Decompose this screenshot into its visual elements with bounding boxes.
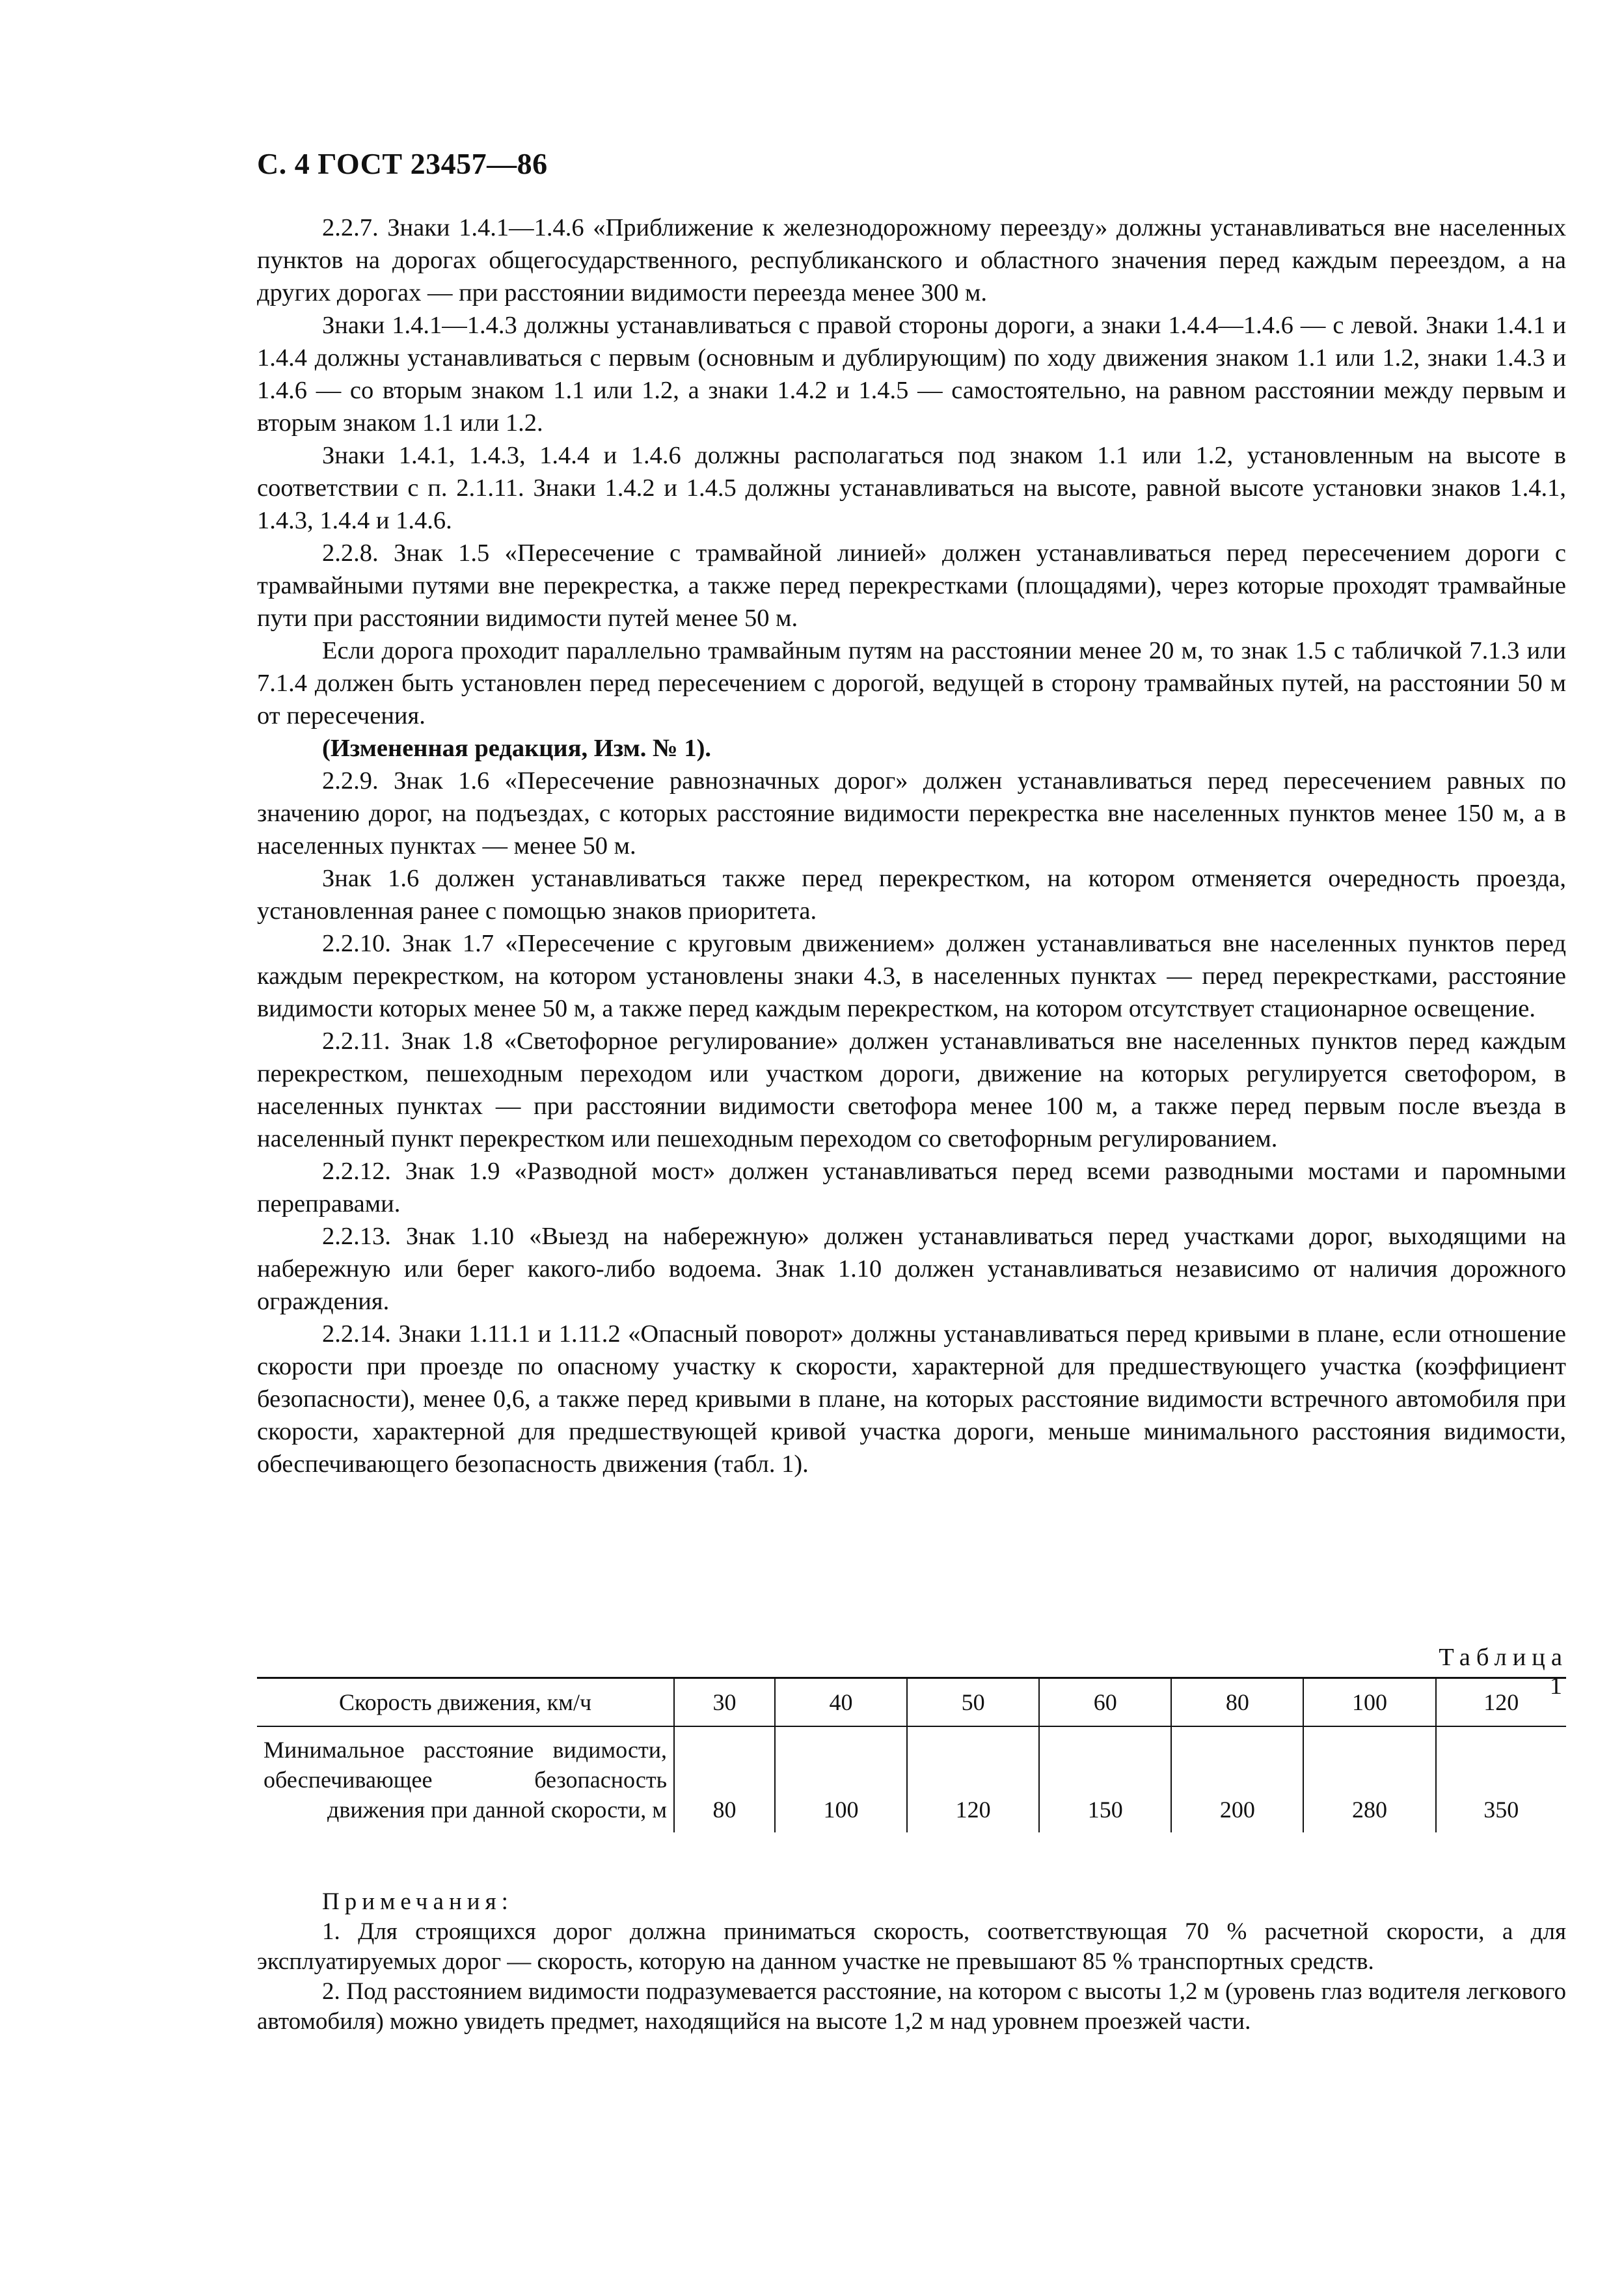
paragraph-2-2-12: 2.2.12. Знак 1.9 «Разводной мост» должен устанавливаться перед всеми разводными мостами и паромными переправами. — [257, 1158, 1566, 1217]
notes-section — [257, 1887, 1566, 2037]
paragraph-2-2-14: 2.2.14. Знаки 1.11.1 и 1.11.2 «Опасный поворот» должны устанавливаться перед кривыми в плане, если отношение скорости при проезде по опасному участку к скорости, характерной для предшествующего участка (коэффициент безопасности), менее 0,6, а также перед кривыми в плане, на которых расстояние видимости встречного автомобиля при скорости, характерной для предшествующей кривой участка дороги, меньше минимального расстояния видимости, обеспечивающего безопасность движения (табл. 1). — [257, 1320, 1566, 1478]
speed-cell: 120 — [1436, 1678, 1566, 1727]
speed-cell: 40 — [775, 1678, 907, 1727]
paragraph-2-2-11: 2.2.11. Знак 1.8 «Светофорное регулирование» должен устанавливаться вне населенных пунктов перед каждым перекрестком, пешеходным переходом или участком дороги, движение на которых регулируется светофором, в населенных пунктах — при расстоянии видимости светофора менее 100 м, а также перед первым после въезда в населенный пункт перекрестком или пешеходным переходом со светофорным регулированием. — [257, 1027, 1566, 1152]
paragraph-2-2-10: 2.2.10. Знак 1.7 «Пересечение с круговым движением» должен устанавливаться вне населенных пунктов перед каждым перекрестком, на котором установлены знаки 4.3, в населенных пунктах — перед перекрестками, расстояние видимости которых менее 50 м, а также перед каждым перекрестком, на котором отсутствует стационарное освещение. — [257, 930, 1566, 1022]
speed-cell: 100 — [1303, 1678, 1435, 1727]
body-text — [257, 211, 1566, 1480]
table-data-row — [257, 1726, 1566, 1832]
note-item: 2. Под расстоянием видимости подразумевается расстояние, на котором с высоты 1,2 м (уровень глаз водителя легкового автомобиля) можно увидеть предмет, находящийся на высоте 1,2 м над уровнем проезжей части. — [257, 1978, 1566, 2035]
speed-cell: 50 — [907, 1678, 1039, 1727]
distance-cell: 350 — [1436, 1726, 1566, 1832]
paragraph-tram-parallel: Если дорога проходит параллельно трамвайным путям на расстоянии менее 20 м, то знак 1.5 с табличкой 7.1.3 или 7.1.4 должен быть установлен перед пересечением с дорогой, ведущей в сторону трамвайных путей, на расстоянии 50 м от пересечения. — [257, 637, 1566, 729]
paragraph-2-2-13: 2.2.13. Знак 1.10 «Выезд на набережную» должен устанавливаться перед участками дорог, выходящими на набережную или берег какого-либо водоема. Знак 1.10 должен устанавливаться независимо от наличия дорожного ограждения. — [257, 1223, 1566, 1315]
speed-cell: 30 — [674, 1678, 775, 1727]
paragraph-signs-placement: Знаки 1.4.1—1.4.3 должны устанавливаться с правой стороны дороги, а знаки 1.4.4—1.4.6 — с левой. Знаки 1.4.1 и 1.4.4 должны устанавливаться с первым (основным и дублирующим) по ходу движения знаком 1.1 или 1.2, знаки 1.4.3 и 1.4.6 — со вторым знаком 1.1 или 1.2, а знаки 1.4.2 и 1.4.5 — самостоятельно, на равном расстоянии между первым и вторым знаком 1.1 или 1.2. — [257, 312, 1566, 437]
speed-cell: 60 — [1039, 1678, 1171, 1727]
note-item: 1. Для строящихся дорог должна приниматься скорость, соответствующая 70 % расчетной скорости, а для эксплуатируемых дорог — скорость, которую на данном участке не превышают 85 % транспортных средств. — [257, 1918, 1566, 1975]
distance-cell: 80 — [674, 1726, 775, 1832]
amendment-note: (Измененная редакция, Изм. № 1). — [322, 735, 712, 762]
table-header-row — [257, 1678, 1566, 1727]
distance-cell: 280 — [1303, 1726, 1435, 1832]
header-label-cell: Скорость движения, км/ч — [257, 1678, 674, 1727]
distance-cell: 150 — [1039, 1726, 1171, 1832]
paragraph-2-2-9: 2.2.9. Знак 1.6 «Пересечение равнозначных дорог» должен устанавливаться перед пересечением равных по значению дорог, на подъездах, с которых расстояние видимости перекрестка вне населенных пунктов менее 150 м, а в населенных пунктах — менее 50 м. — [257, 767, 1566, 860]
distance-cell: 100 — [775, 1726, 907, 1832]
distance-cell: 120 — [907, 1726, 1039, 1832]
paragraph-2-2-7: 2.2.7. Знаки 1.4.1—1.4.6 «Приближение к железнодорожному переезду» должны устанавливаться вне населенных пунктов на дорогах общегосударственного, республиканского и областного значения перед каждым переездом, а на других дорогах — при расстоянии видимости переезда менее 300 м. — [257, 214, 1566, 306]
distance-cell: 200 — [1171, 1726, 1303, 1832]
visibility-table — [257, 1677, 1566, 1832]
table-title: Таблица 1 — [1439, 1644, 1568, 1700]
notes-title: Примечания: — [322, 1888, 513, 1915]
speed-cell: 80 — [1171, 1678, 1303, 1727]
page-header: С. 4 ГОСТ 23457—86 — [257, 147, 548, 180]
paragraph-signs-height: Знаки 1.4.1, 1.4.3, 1.4.4 и 1.4.6 должны располагаться под знаком 1.1 или 1.2, установленным на высоте в соответствии с п. 2.1.11. Знаки 1.4.2 и 1.4.5 должны устанавливаться на высоте, равной высоте установки знаков 1.4.1, 1.4.3, 1.4.4 и 1.4.6. — [257, 442, 1566, 534]
paragraph-2-2-8: 2.2.8. Знак 1.5 «Пересечение с трамвайной линией» должен устанавливаться перед пересечением дороги с трамвайными путями вне перекрестка, а также перед перекрестками (площадями), через которые проходят трамвайные пути при расстоянии видимости путей менее 50 м. — [257, 539, 1566, 632]
row-label-cell: Минимальное расстояние видимости, обеспечивающее безопасность движения при данной скорости, м — [257, 1726, 674, 1832]
paragraph-sign-1-6: Знак 1.6 должен устанавливаться также перед перекрестком, на котором отменяется очередность проезда, установленная ранее с помощью знаков приоритета. — [257, 865, 1566, 925]
